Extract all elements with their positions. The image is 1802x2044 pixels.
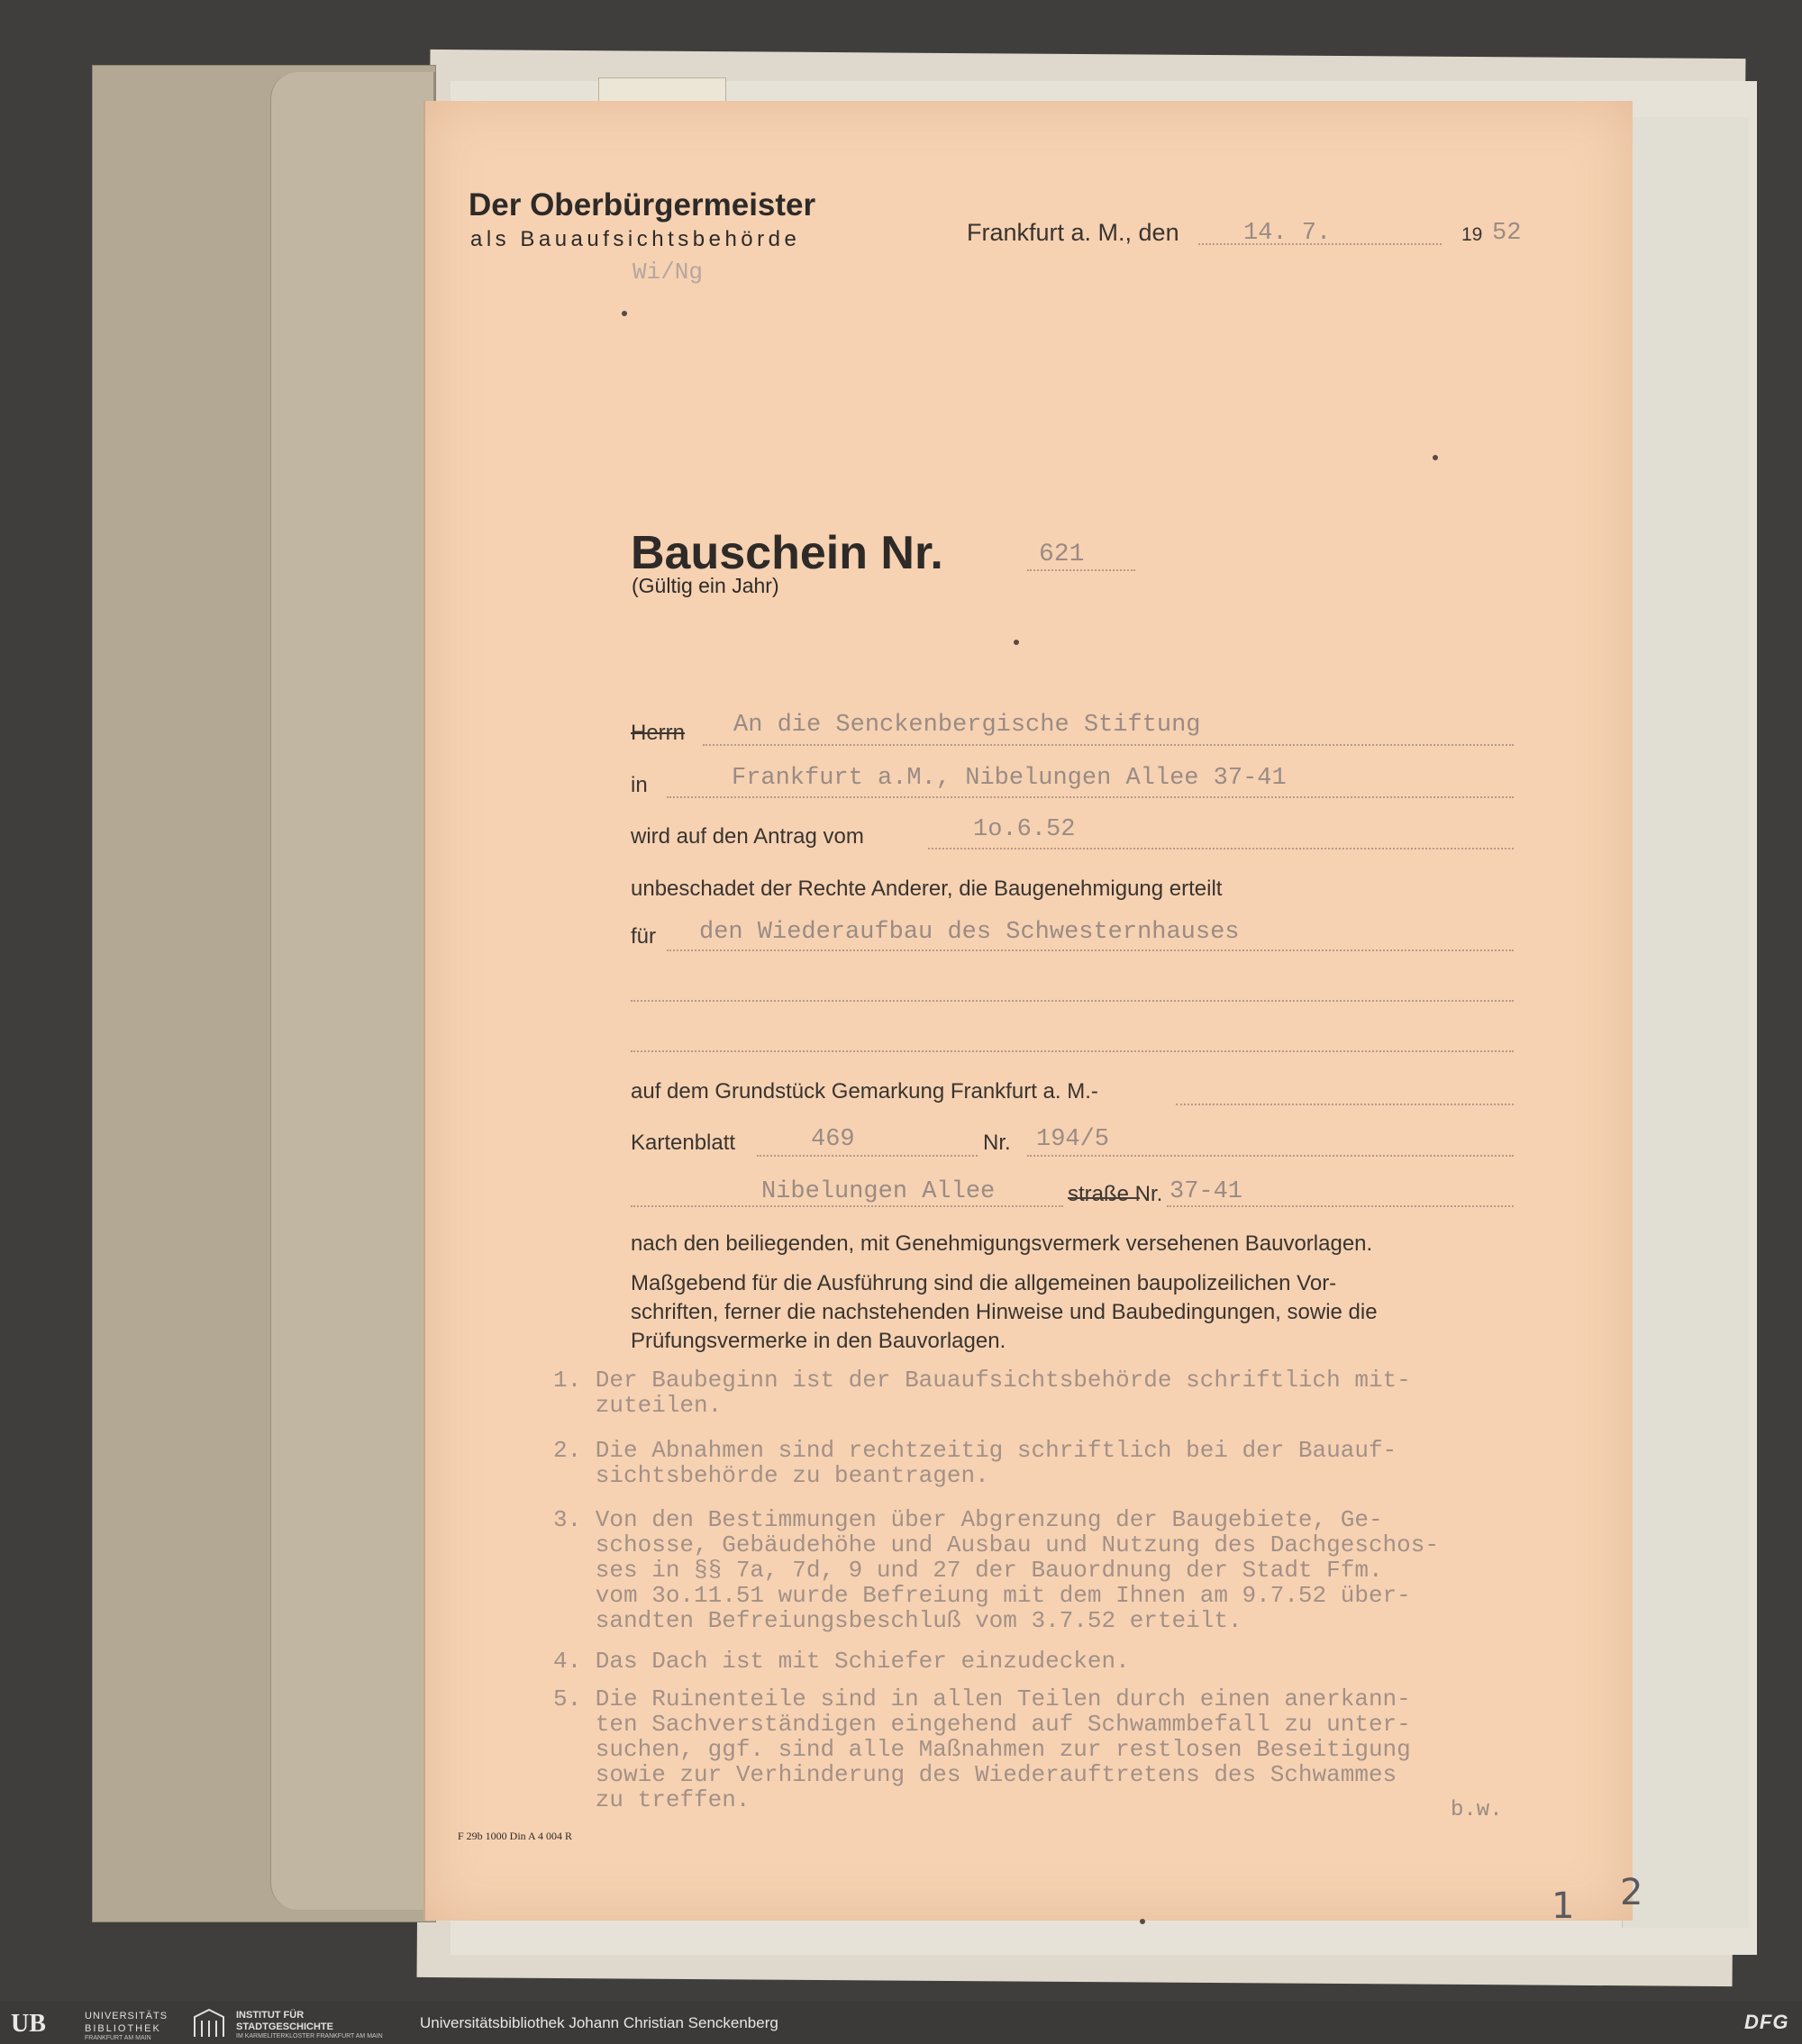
paper-speck <box>622 311 627 316</box>
institution-name: Universitätsbibliothek Johann Christian Senckenberg <box>420 2014 778 2031</box>
regulations-paragraph-line: schriften, ferner die nachstehenden Hinweise und Baubedingungen, sowie die <box>631 1300 1378 1324</box>
validity-note: (Gültig ein Jahr) <box>632 574 779 597</box>
plot-text: auf dem Grundstück Gemarkung Frankfurt a. M.- <box>631 1079 1098 1104</box>
folio-number: 2 <box>1620 1872 1643 1913</box>
isg-logo-text: IM KARMELITERKLOSTER FRANKFURT AM MAIN <box>236 2033 383 2039</box>
year-suffix: 52 <box>1492 220 1522 247</box>
application-date: 1o.6.52 <box>973 816 1076 843</box>
plot-number-line <box>1027 1155 1514 1157</box>
ub-logo-text: FRANKFURT AM MAIN <box>85 2035 151 2041</box>
ub-logo-text: UNIVERSITÄTS <box>85 2011 168 2021</box>
blank-line <box>631 1000 1514 1002</box>
turn-over-note: b.w. <box>1451 1798 1503 1822</box>
ub-logo[interactable] <box>11 2006 191 2039</box>
recipient-line <box>703 744 1514 746</box>
plot-number-label: Nr. <box>983 1131 1011 1155</box>
isg-logo[interactable] <box>191 2006 389 2040</box>
condition-item: 3. Von den Bestimmungen über Abgrenzung der Baugebiete, Ge- schosse, Gebäudehöhe und Ausbau und Nutzung des Dachgeschos- ses in §§ 7a, 7d, 9 und 27 der Bauordnung der Stadt Ffm. vom 3o.11.51 wurde Befreiung mit dem Ihnen am 9.7.52 über- sandten Befreiungsbeschluß vom 3.7.52 erteilt. <box>553 1506 1439 1634</box>
location-label: in <box>631 773 648 797</box>
kartenblatt-value: 469 <box>811 1126 855 1153</box>
purpose-label: für <box>631 924 657 949</box>
condition-item: 2. Die Abnahmen sind rechtzeitig schriftlich bei der Bauauf- sichtsbehörde zu beantragen. <box>553 1437 1397 1489</box>
form-code: F 29b 1000 Din A 4 004 R <box>458 1830 573 1842</box>
ub-logo-text: BIBLIOTHEK <box>85 2023 161 2034</box>
street-strikethrough <box>1068 1197 1140 1199</box>
dfg-logo[interactable]: DFG <box>1744 2011 1789 2033</box>
purpose-value: den Wiederaufbau des Schwesternhauses <box>699 919 1240 946</box>
application-label: wird auf den Antrag vom <box>631 824 864 849</box>
date-day: 14. 7. <box>1243 220 1332 247</box>
condition-item: 4. Das Dach ist mit Schiefer einzudecken. <box>553 1648 1130 1675</box>
year-prefix: 19 <box>1461 224 1483 245</box>
purpose-line <box>667 949 1514 951</box>
application-line <box>928 848 1514 849</box>
reference-code: Wi/Ng <box>633 259 704 286</box>
recipient-label: Herrn <box>631 721 686 745</box>
building-icon <box>191 2008 227 2039</box>
street-line <box>631 1205 1063 1207</box>
folio-number: 1 <box>1552 1885 1575 1927</box>
background-sheet-edge <box>1622 117 1749 1928</box>
kartenblatt-label: Kartenblatt <box>631 1131 736 1155</box>
plot-line <box>1176 1104 1514 1105</box>
street-label: straße Nr. <box>1068 1182 1163 1206</box>
condition-item: 5. Die Ruinenteile sind in allen Teilen durch einen anerkann- ten Sachverständigen eingehend auf Schwammbefall zu unter- suchen, ggf. sind alle Maßnahmen zur restlosen Beseitigung sowie zur Verhinderung des Wiederauftretens des Schwammes zu treffen. <box>553 1685 1411 1813</box>
regulations-paragraph-line: Prüfungsvermerke in den Bauvorlagen. <box>631 1329 1006 1353</box>
blank-line <box>631 1050 1514 1052</box>
authority-subtitle: als Bauaufsichtsbehörde <box>470 227 801 251</box>
house-number-line <box>1167 1205 1514 1207</box>
document-title: Bauschein Nr. <box>631 527 943 579</box>
plot-number-value: 194/5 <box>1036 1126 1110 1153</box>
address-value: Frankfurt a.M., Nibelungen Allee 37-41 <box>732 765 1287 792</box>
grant-text: unbeschadet der Rechte Anderer, die Baugenehmigung erteilt <box>631 877 1223 901</box>
permit-number: 621 <box>1039 541 1085 568</box>
folder-flap <box>270 72 435 1910</box>
recipient-value: An die Senckenbergische Stiftung <box>733 712 1201 739</box>
footer-bar <box>0 2001 1802 2044</box>
regulations-paragraph-line: Maßgebend für die Ausführung sind die allgemeinen baupolizeilichen Vor- <box>631 1271 1337 1295</box>
paper-speck <box>1014 640 1019 645</box>
address-line <box>667 796 1514 798</box>
kartenblatt-line <box>757 1155 978 1157</box>
condition-item: 1. Der Baubeginn ist der Bauaufsichtsbehörde schriftlich mit- zuteilen. <box>553 1367 1411 1419</box>
isg-logo-text: STADTGESCHICHTE <box>236 2021 333 2032</box>
isg-logo-text: INSTITUT FÜR <box>236 2010 305 2021</box>
paper-speck <box>1433 455 1438 460</box>
paper-speck <box>1140 1919 1145 1924</box>
street-value: Nibelungen Allee <box>761 1178 996 1205</box>
date-place: Frankfurt a. M., den <box>967 219 1179 246</box>
ub-logo-mark: UB <box>11 2010 46 2038</box>
number-line <box>1027 569 1135 571</box>
authority-title: Der Oberbürgermeister <box>469 187 816 223</box>
house-number-value: 37-41 <box>1169 1178 1243 1205</box>
plans-text: nach den beiliegenden, mit Genehmigungsvermerk versehenen Bauvorlagen. <box>631 1231 1373 1256</box>
